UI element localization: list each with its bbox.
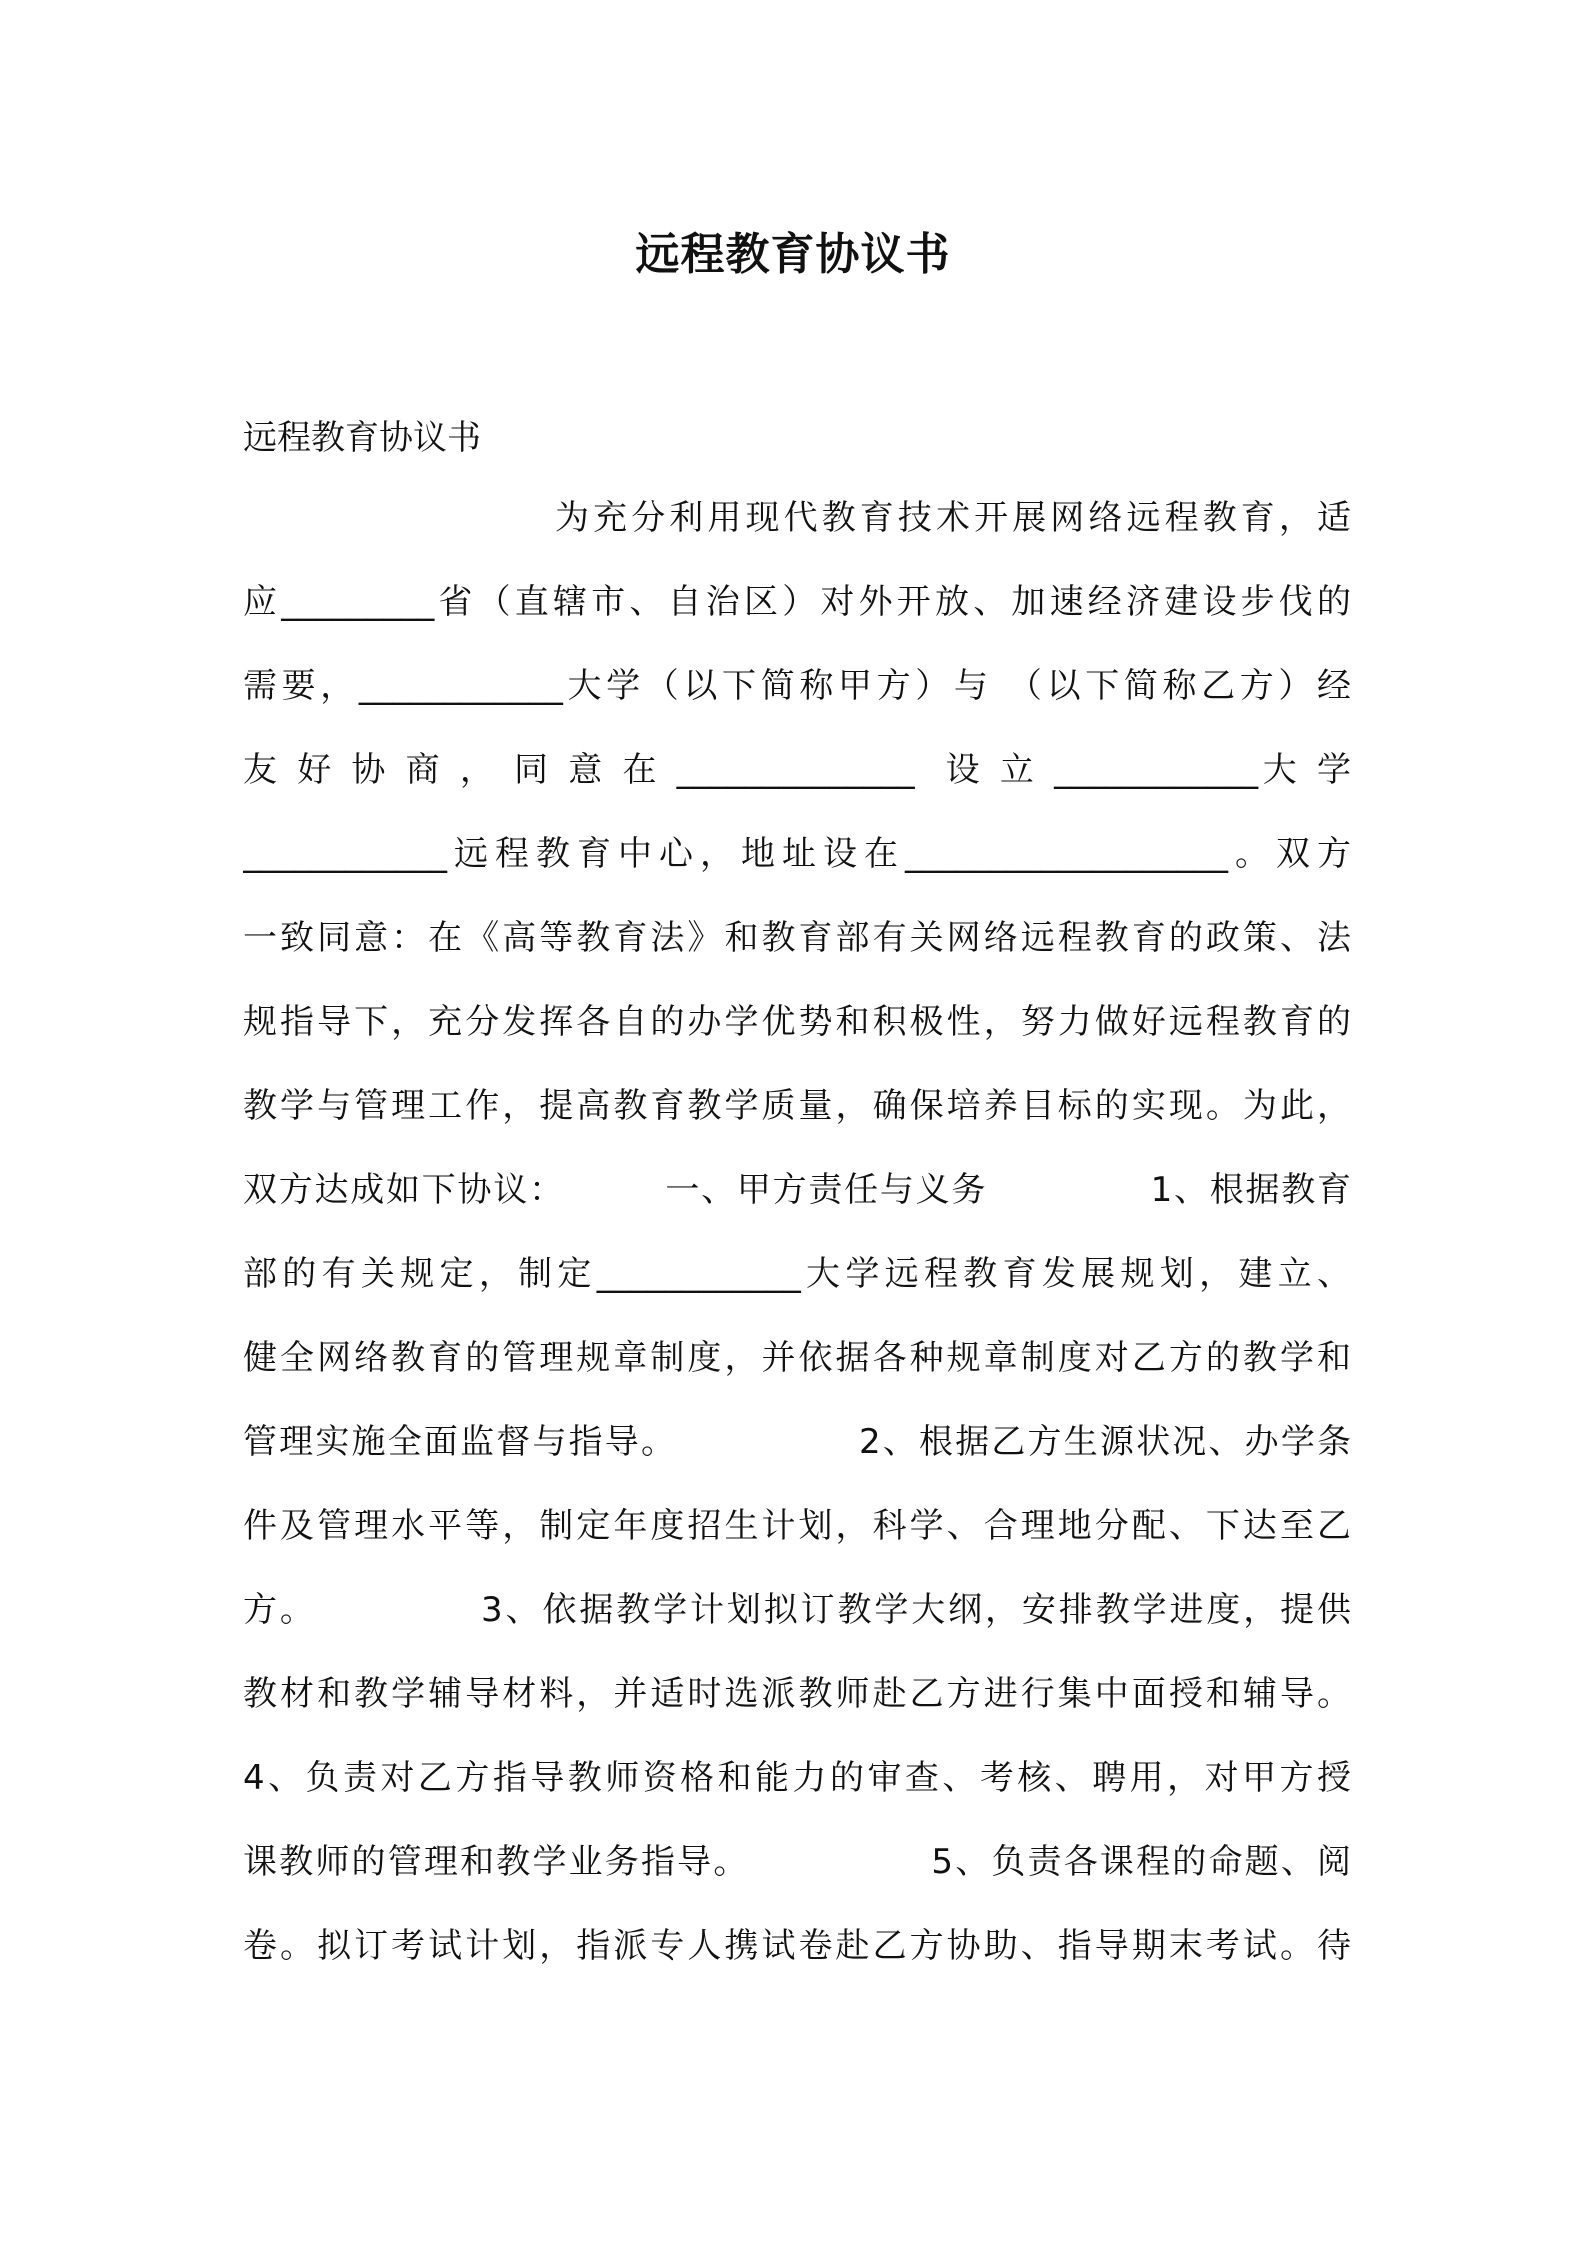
body-line: 友 好 协 商 ， 同 意 在 ______________ 设 立 ____________大 学 xyxy=(243,750,1351,790)
document-subtitle: 远程教育协议书 xyxy=(243,418,481,458)
body-line: 教材和教学辅导材料，并适时选派教师赴乙方进行集中面授和辅导。 xyxy=(243,1674,1351,1714)
body-line: 需要，____________大学（以下简称甲方）与 （以下简称乙方）经 xyxy=(243,666,1351,706)
body-line: 应_________省（直辖市、自治区）对外开放、加速经济建设步伐的 xyxy=(243,582,1351,622)
body-line: 管理实施全面监督与指导。 2、根据乙方生源状况、办学条 xyxy=(243,1422,1351,1462)
document-body xyxy=(243,490,1351,2002)
body-line: 件及管理水平等，制定年度招生计划，科学、合理地分配、下达至乙 xyxy=(243,1506,1351,1546)
body-line: ____________远程教育中心，地址设在___________________。双方 xyxy=(243,834,1351,874)
body-line: 一致同意：在《高等教育法》和教育部有关网络远程教育的政策、法 xyxy=(243,918,1351,958)
body-line: 教学与管理工作，提高教育教学质量，确保培养目标的实现。为此， xyxy=(243,1086,1351,1126)
body-line: 为充分利用现代教育技术开展网络远程教育，适 xyxy=(555,498,1351,538)
body-line: 卷。拟订考试计划，指派专人携试卷赴乙方协助、指导期末考试。待 xyxy=(243,1926,1351,1966)
body-line: 双方达成如下协议： 一、甲方责任与义务 1、根据教育 xyxy=(243,1170,1351,1210)
body-line: 方。 3、依据教学计划拟订教学大纲，安排教学进度，提供 xyxy=(243,1590,1351,1630)
document-title: 远程教育协议书 xyxy=(635,229,951,280)
body-line: 课教师的管理和教学业务指导。 5、负责各课程的命题、阅 xyxy=(243,1842,1351,1882)
body-line: 部的有关规定，制定____________大学远程教育发展规划，建立、 xyxy=(243,1254,1351,1294)
body-line: 规指导下，充分发挥各自的办学优势和积极性，努力做好远程教育的 xyxy=(243,1002,1351,1042)
body-line: 健全网络教育的管理规章制度，并依据各种规章制度对乙方的教学和 xyxy=(243,1338,1351,1378)
body-line: 4、负责对乙方指导教师资格和能力的审查、考核、聘用，对甲方授 xyxy=(243,1758,1351,1798)
